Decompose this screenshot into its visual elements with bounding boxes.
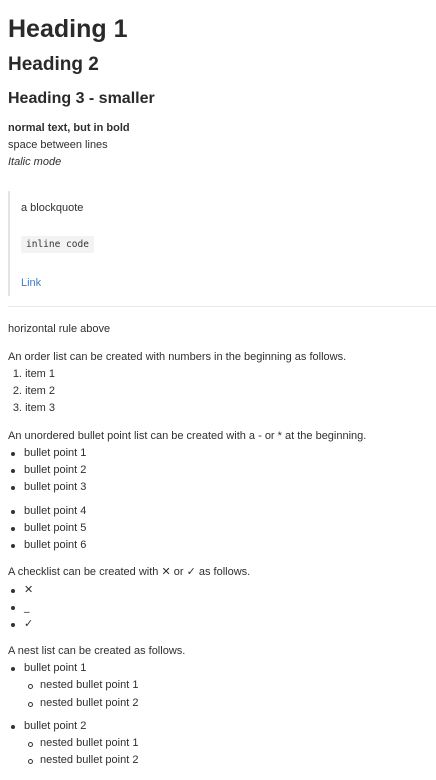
bullet-icon	[11, 589, 15, 593]
ordered-list-item	[8, 384, 55, 399]
nested-list-item: nested bullet point 1	[40, 679, 139, 691]
ordered-list-item	[8, 367, 55, 382]
list-item: bullet point 6	[24, 539, 87, 551]
list-number: 1.	[12, 368, 22, 380]
check-icon: ✓	[24, 617, 34, 630]
list-item: bullet point 2	[24, 464, 87, 476]
ordered-list-intro: An order list can be created with numbers in the beginning as follows.	[8, 351, 347, 363]
nested-list-item: nested bullet point 2	[40, 754, 139, 766]
list-item: bullet point 1	[24, 447, 87, 459]
bullet-icon	[11, 469, 15, 473]
circle-bullet-icon	[28, 702, 33, 707]
bullet-icon	[11, 452, 15, 456]
plain-text: space between lines	[8, 139, 108, 151]
circle-bullet-icon	[28, 742, 33, 747]
heading-1: Heading 1	[8, 15, 128, 43]
list-number: 2.	[12, 385, 22, 397]
italic-text: Italic mode	[8, 156, 62, 168]
inline-code	[21, 237, 94, 252]
circle-bullet-icon	[28, 684, 33, 689]
bullet-icon	[11, 527, 15, 531]
bold-text: normal text, but in bold	[8, 122, 130, 134]
heading-3: Heading 3 - smaller	[8, 90, 155, 107]
link[interactable]: Link	[21, 277, 42, 289]
list-item-label: item 1	[25, 368, 56, 380]
checklist-intro: A checklist can be created with ✕ or ✓ as follows.	[8, 566, 251, 578]
bullet-icon	[11, 510, 15, 514]
circle-bullet-icon	[28, 759, 33, 764]
nested-list-item: nested bullet point 2	[40, 697, 139, 709]
heading-2: Heading 2	[8, 54, 99, 75]
blank-marker: _	[24, 600, 30, 613]
list-item: bullet point 5	[24, 522, 87, 534]
nested-list-intro: A nest list can be created as follows.	[8, 645, 186, 657]
bullet-icon	[11, 623, 15, 627]
inline-code-label: inline code	[21, 236, 94, 253]
hr-caption: horizontal rule above	[8, 323, 111, 335]
blockquote-text: a blockquote	[21, 202, 84, 214]
bullet-icon	[11, 486, 15, 490]
list-item: bullet point 4	[24, 505, 87, 517]
list-item: bullet point 3	[24, 481, 87, 493]
cross-icon: ✕	[24, 583, 34, 596]
list-item-label: item 2	[25, 385, 56, 397]
bullet-icon	[11, 544, 15, 548]
list-number: 3.	[12, 402, 22, 414]
unordered-list-intro: An unordered bullet point list can be created with a - or * at the beginning.	[8, 430, 367, 442]
nested-list-item: nested bullet point 1	[40, 737, 139, 749]
ordered-list-item	[8, 401, 55, 416]
bullet-icon	[11, 667, 15, 671]
list-item-label: item 3	[25, 402, 56, 414]
bullet-icon	[11, 606, 15, 610]
bullet-icon	[11, 725, 15, 729]
horizontal-rule	[8, 306, 436, 307]
list-item: bullet point 1	[24, 662, 87, 674]
list-item: bullet point 2	[24, 720, 87, 732]
blockquote-bar	[8, 191, 10, 296]
